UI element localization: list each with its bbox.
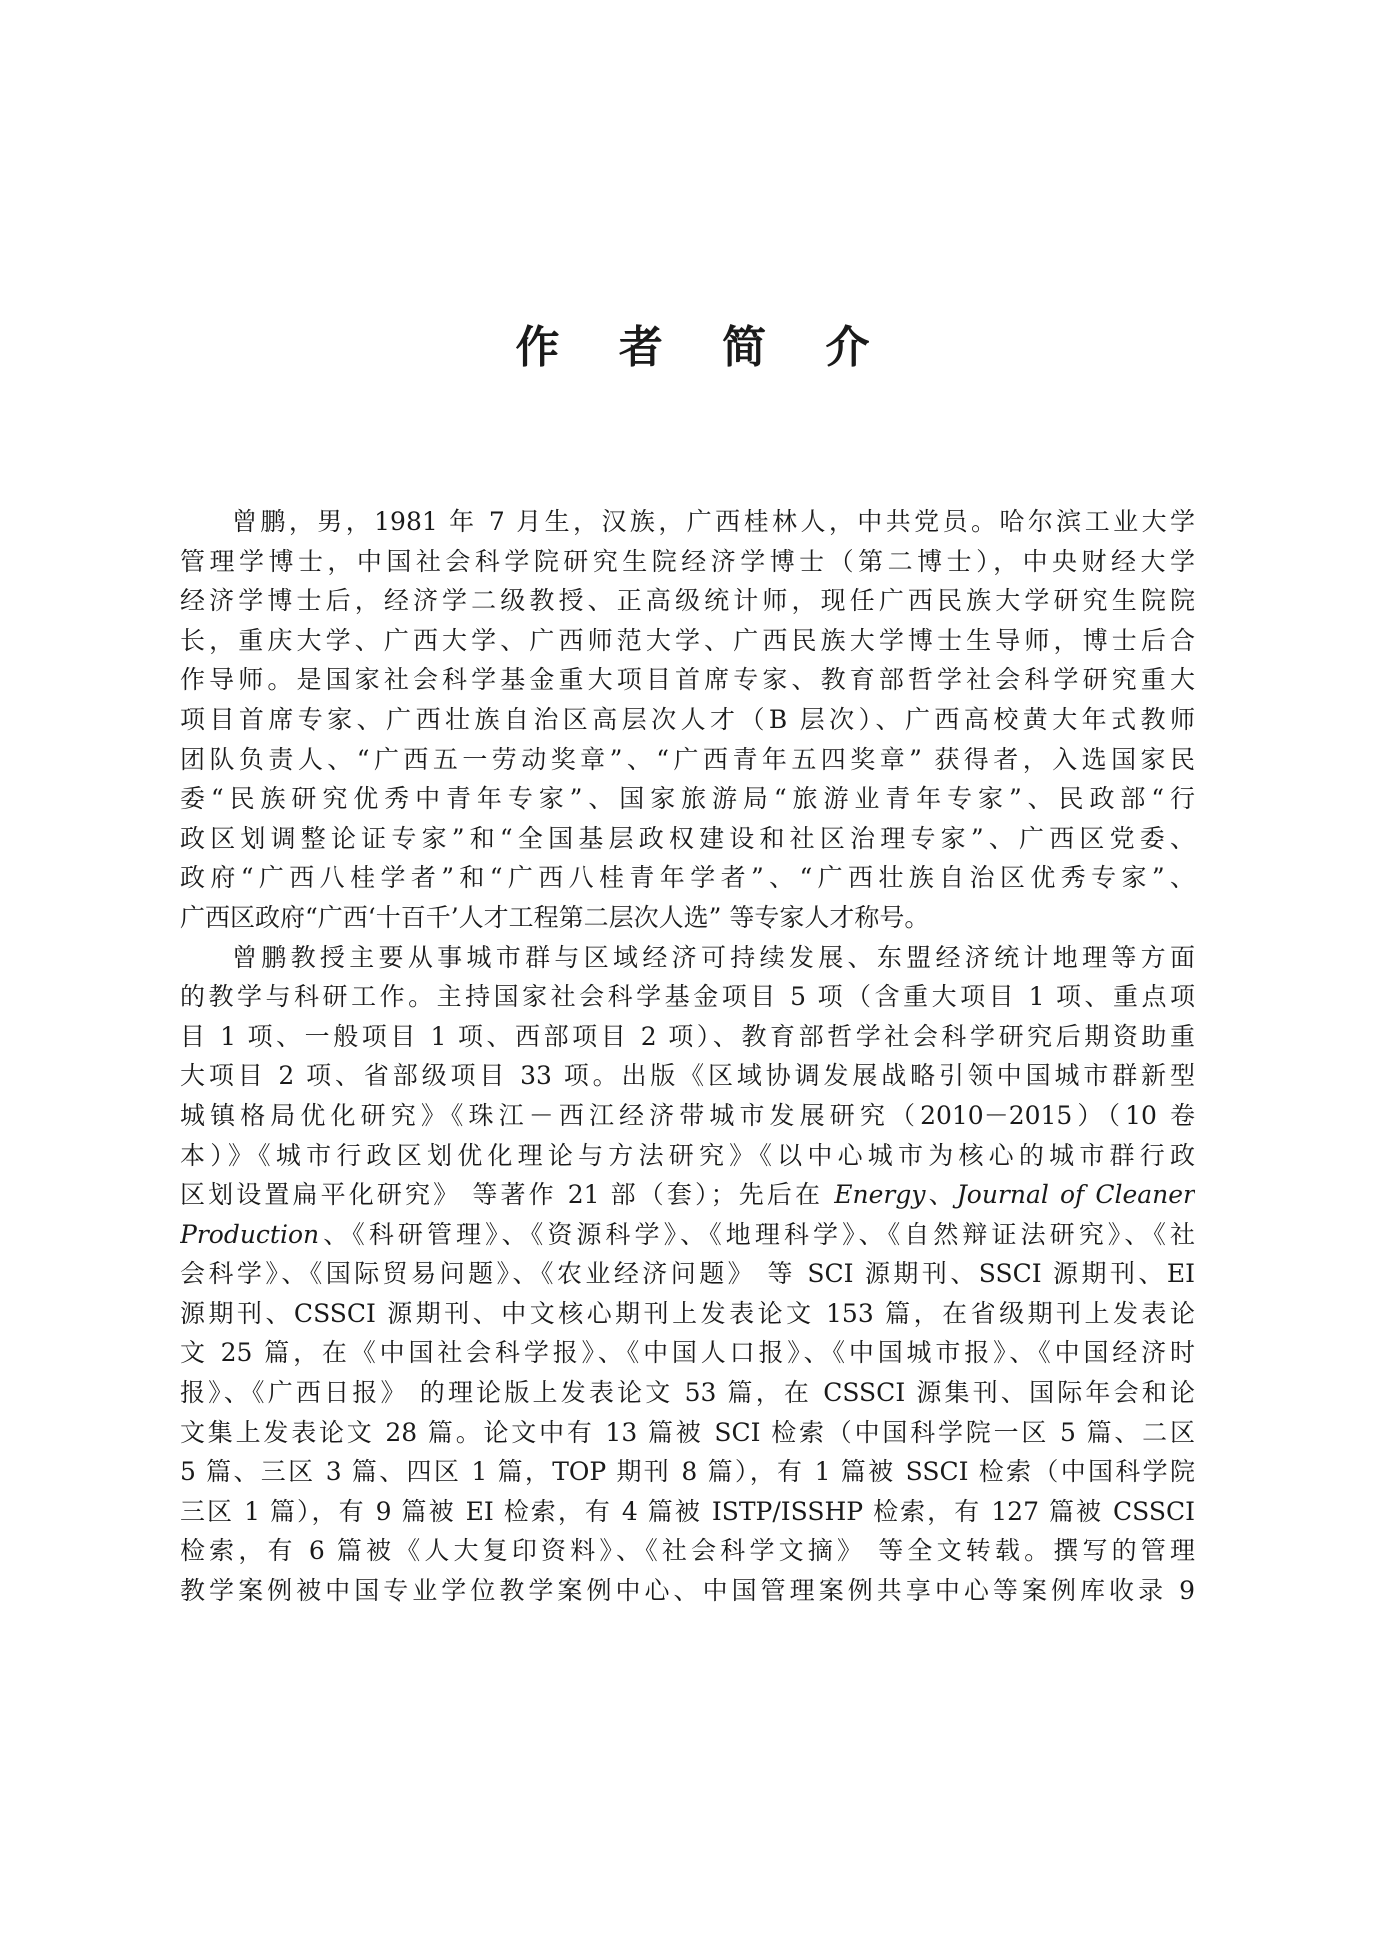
paragraph-line: 曾鹏教授主要从事城市群与区域经济可持续发展、东盟经济统计地理等方面 [232, 942, 1195, 972]
paragraph-line-mixed [180, 1175, 1195, 1215]
paragraph-line: 文集上发表论文 28 篇。论文中有 13 篇被 SCI 检索（中国科学院一区 5 篇、二区 [180, 1417, 1195, 1447]
paragraph-line: 5 篇、三区 3 篇、四区 1 篇，TOP 期刊 8 篇），有 1 篇被 SSCI 检索（中国科学院 [180, 1457, 1195, 1487]
paragraph-line: 本）》《城市行政区划优化理论与方法研究》《以中心城市为核心的城市群行政 [180, 1140, 1195, 1170]
paragraph-line: 政府“广西八桂学者”和“广西八桂青年学者”、“广西壮族自治区优秀专家”、 [180, 863, 1195, 893]
paragraph-line: 报》、《广西日报》 的理论版上发表论文 53 篇，在 CSSCI 源集刊、国际年会和论 [180, 1378, 1195, 1408]
paragraph-line: 经济学博士后，经济学二级教授、正高级统计师，现任广西民族大学研究生院院 [180, 586, 1195, 616]
paragraph-line: 项目首席专家、广西壮族自治区高层次人才（B 层次）、广西高校黄大年式教师 [180, 704, 1195, 734]
paragraph-line: 作导师。是国家社会科学基金重大项目首席专家、教育部哲学社会科学研究重大 [180, 665, 1195, 695]
paragraph-line-mixed [180, 1215, 1195, 1255]
paragraph-line: 文 25 篇，在《中国社会科学报》、《中国人口报》、《中国城市报》、《中国经济时 [180, 1338, 1195, 1368]
paragraph-1 [180, 502, 1195, 938]
paragraph-line: 教学案例被中国专业学位教学案例中心、中国管理案例共享中心等案例库收录 9 [180, 1576, 1195, 1606]
paragraph-line: 城镇格局优化研究》《珠江－西江经济带城市发展研究（2010－2015）（10 卷 [180, 1100, 1195, 1130]
paragraph-2 [180, 938, 1195, 1611]
paragraph-line: 会科学》、《国际贸易问题》、《农业经济问题》 等 SCI 源期刊、SSCI 源期刊、EI [180, 1259, 1195, 1289]
paragraph-line: 三区 1 篇），有 9 篇被 EI 检索，有 4 篇被 ISTP/ISSHP 检索，有 127 篇被 CSSCI [180, 1496, 1195, 1526]
paragraph-line: 委“民族研究优秀中青年专家”、国家旅游局“旅游业青年专家”、民政部“行 [180, 784, 1195, 814]
body-text [180, 502, 1195, 1611]
journal-name-cleaner-production: Journal of Cleaner [956, 1180, 1195, 1210]
paragraph-line: 管理学博士，中国社会科学院研究生院经济学博士（第二博士），中央财经大学 [180, 546, 1195, 576]
paragraph-line: 政区划调整论证专家”和“全国基层政权建设和社区治理专家”、广西区党委、 [180, 823, 1195, 853]
paragraph-line: 源期刊、CSSCI 源期刊、中文核心期刊上发表论文 153 篇，在省级期刊上发表论 [180, 1298, 1195, 1328]
paragraph-line: 曾鹏，男，1981 年 7 月生，汉族，广西桂林人，中共党员。哈尔滨工业大学 [232, 507, 1195, 536]
separator: 、 [925, 1180, 957, 1210]
paragraph-line: 团队负责人、“广西五一劳动奖章”、“广西青年五四奖章” 获得者，入选国家民 [180, 744, 1195, 774]
paragraph-line: 大项目 2 项、省部级项目 33 项。出版《区域协调发展战略引领中国城市群新型 [180, 1061, 1195, 1091]
journal-name-energy: Energy [834, 1180, 926, 1210]
paragraph-line: 检索，有 6 篇被《人大复印资料》、《社会科学文摘》 等全文转载。撰写的管理 [180, 1536, 1195, 1566]
line-text: 、《科研管理》、《资源科学》、《地理科学》、《自然辩证法研究》、《社 [319, 1219, 1195, 1249]
paragraph-line: 目 1 项、一般项目 1 项、西部项目 2 项）、教育部哲学社会科学研究后期资助重 [180, 1021, 1195, 1051]
paragraph-line: 广西区政府“广西‘十百千’人才工程第二层次人选” 等专家人才称号。 [180, 902, 930, 932]
paragraph-line: 长，重庆大学、广西大学、广西师范大学、广西民族大学博士生导师，博士后合 [180, 625, 1195, 655]
journal-name-production: Production [180, 1219, 320, 1249]
line-text: 区划设置扁平化研究》 等著作 21 部（套）；先后在 [180, 1180, 824, 1210]
paragraph-line: 的教学与科研工作。主持国家社会科学基金项目 5 项（含重大项目 1 项、重点项 [180, 982, 1195, 1012]
page-title: 作 者 简 介 [515, 322, 892, 373]
